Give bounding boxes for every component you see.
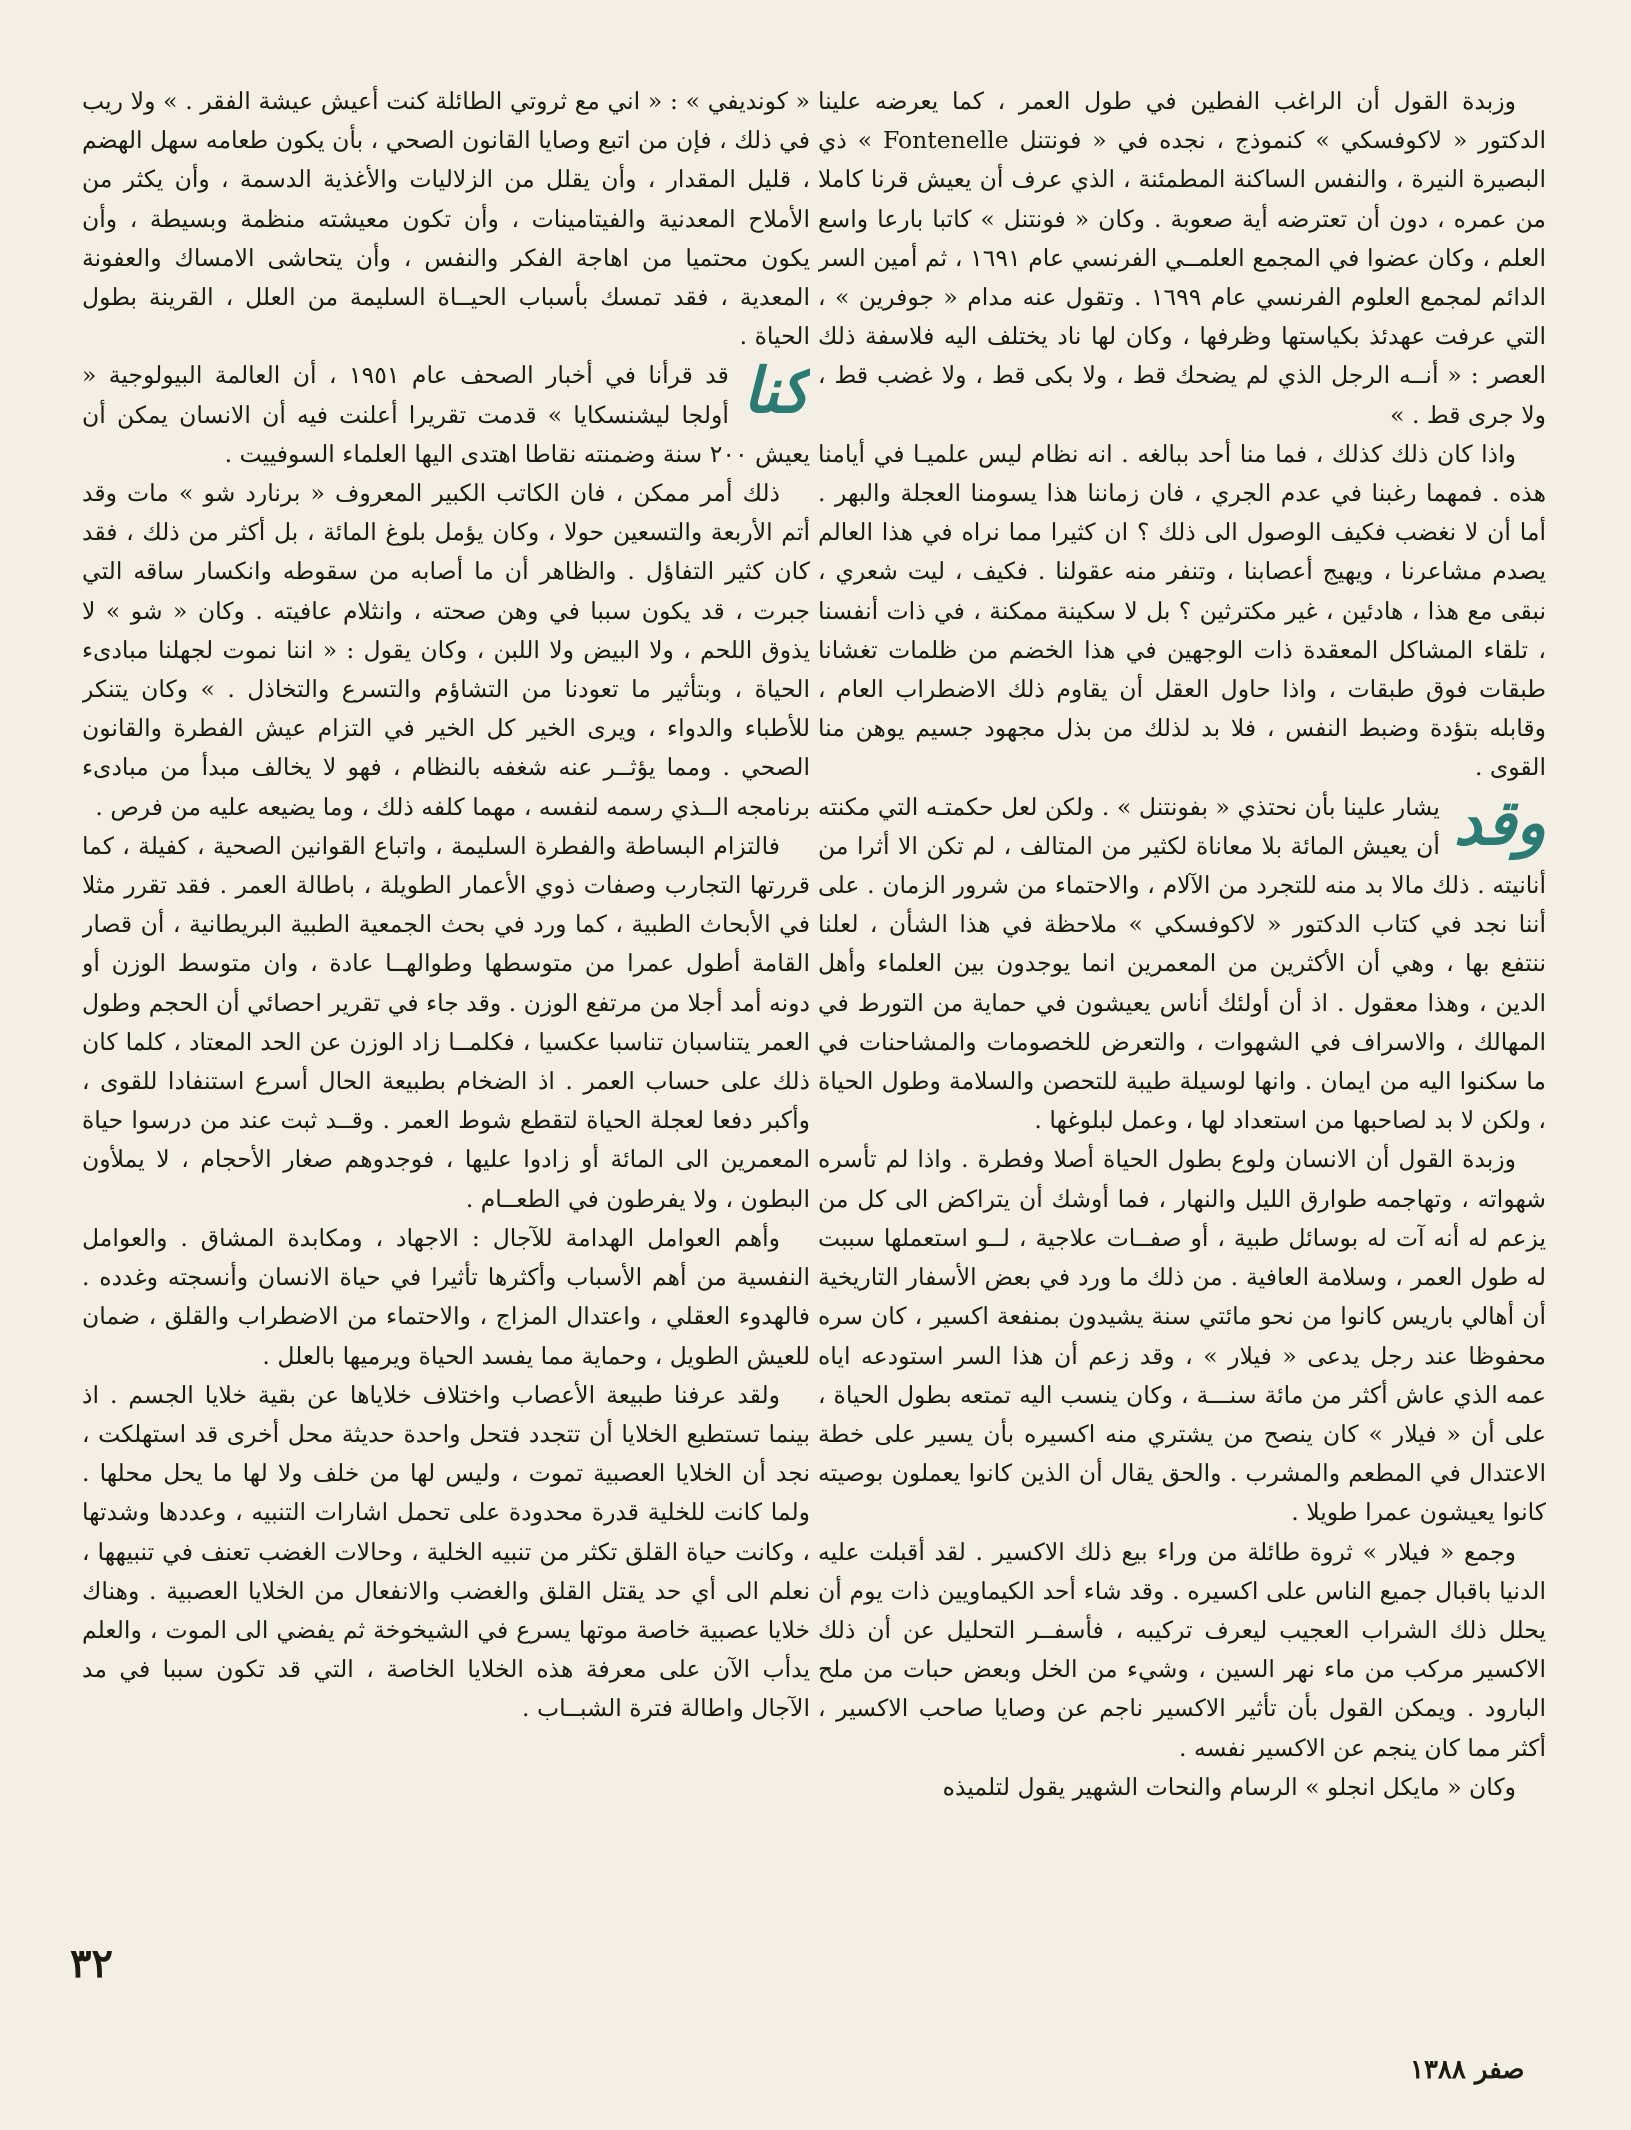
paragraph-text: يشار علينا بأن نحتذي « بفونتنل » . ولكن لعل حكمتـه التي مكنته أن يعيش المائة بلا معاناة لكثير من المتالف ، لم تكن الا أثرا من أنانيته . ذلك مالا بد منه للتجرد من الآلام ، والاحتماء من شرور الزمان . على أننا نجد في كتاب الدكتور « لاكوفسكي » ملاحظة في هذا الشأن ، لعلنا ننتفع بها ، وهي أن الأكثرين من المعمرين انما يوجدون بين العلماء وأهل الدين ، وهذا معقول . اذ أن أولئك أناس يعيشون في حماية من التورط في المهالك ، والاسراف في الشهوات ، والتعرض للخصومات والمشاحنات في ما سكنوا اليه من ايمان . وانها لوسيلة طيبة للتحصن والسلامة وطول الحياة ، ولكن لا بد لصاحبها من استعداد لها ، وعمل لبلوغها . bbox=[818, 792, 1546, 1135]
paragraph: « كونديفي » : « اني مع ثروتي الطائلة كنت أعيش عيشة الفقر . » ولا ريب في ذلك ، فإن من اتبع وصايا القانون الصحي ، بأن يكون طعامه سهل الهضم ، قليل المقدار ، وأن يقلل من الزلاليات والأغذية الدسمة ، وأن يكثر من الأملاح المعدنية والفيتامينات ، وأن تكون معيشته منظمة وبسيطة ، وأن يكون محتميا من اهاجة الفكر والنفس ، وأن يتحاشى الامساك والعفونة المعدية ، فقد تمسك بأسباب الحيــاة السليمة من العلل ، القرينة بطول الحياة . bbox=[82, 87, 810, 351]
paragraph-text: قد قرأنا في أخبار الصحف عام ١٩٥١ ، أن العالمة البيولوجية « أولجا ليشنسكايا » قدمت تقريرا أعلنت فيه أن الانسان يمكن أن يعيش ٢٠٠ سنة وضمنته نقاطا اهتدى اليها العلماء السوفييت . bbox=[82, 361, 810, 468]
paragraph: وأهم العوامل الهدامة للآجال : الاجهاد ، ومكابدة المشاق . والعوامل النفسية من أهم الأسباب وأكثرها تأثيرا في حياة الانسان وأنسجته وغدده . فالهدوء العقلي ، واعتدال المزاج ، والاحتماء من الاضطراب والقلق ، ضمان للعيش الطويل ، وحماية مما يفسد الحياة ويرميها بالعلل . bbox=[82, 1223, 810, 1370]
footer-date: صفر ١٣٨٨ bbox=[1410, 2055, 1525, 2085]
paragraph: وزبدة القول أن الراغب الفطين في طول العمر ، كما يعرضه علينا الدكتور « لاكوفسكي » كنموذج ، نجده في « فونتنل Fontenelle » ذي البصيرة النيرة ، والنفس الساكنة المطمئنة ، الذي عرف أن يعيش قرنا كاملا من عمره ، دون أن تعترضه أية صعوبة . وكان « فونتنل » كاتبا بارعا واسع العلم ، وكان عضوا في المجمع العلمــي الفرنسي عام ١٦٩١ ، ثم أمين السر الدائم لمجمع العلوم الفرنسي عام ١٦٩٩ . وتقول عنه مدام « جوفرين » ، التي عرفت عهدئذ بكياستها وظرفها ، وكان لها ناد يختلف اليه فلاسفة ذلك العصر : « أنــه الرجل الذي لم يضحك قط ، ولا بكى قط ، ولا غضب قط ، ولا جرى قط . » bbox=[818, 87, 1546, 429]
paragraph: ذلك أمر ممكن ، فان الكاتب الكبير المعروف « برنارد شو » مات وقد أتم الأربعة والتسعين حولا ، وكان يؤمل بلوغ المائة ، بل أكثر من ذلك ، فقد كان كثير التفاؤل . والظاهر أن ما أصابه من سقوطه وانكسار ساقه التي جبرت ، قد يكون سببا في وهن صحته ، وانثلام عافيته . وكان « شو » لا يذوق اللحم ، ولا البيض ولا اللبن ، وكان يقول : « اننا نموت لجهلنا مبادىء الحياة ، وبتأثير ما تعودنا من التشاؤم والتسرع والتخاذل . » وكان يتنكر للأطباء والدواء ، ويرى الخير كل الخير في التزام عيش الفطرة والقانون الصحي . ومما يؤثــر عنه شغفه بالنظام ، فهو لا يخالف مبدأ من مبادىء برنامجه الــذي رسمه لنفسه ، مهما كلفه ذلك ، وما يضيعه عليه من فرص . bbox=[82, 479, 810, 821]
left-column bbox=[82, 82, 810, 2012]
page-number: ٣٢ bbox=[70, 1940, 113, 1987]
paragraph: وزبدة القول أن الانسان ولوع بطول الحياة أصلا وفطرة . واذا لم تأسره شهواته ، وتهاجمه طوارق الليل والنهار ، فما أوشك أن يتراكض الى كل من يزعم له أنه آت له بوسائل طبية ، أو صفــات علاجية ، لــو استعملها سببت له طول العمر ، وسلامة العافية . من ذلك ما ورد في بعض الأسفار التاريخية أن أهالي باريس كانوا من نحو مائتي سنة يشيدون بمنفعة اكسير ، كان سره محفوظا عند رجل يدعى « فيلار » ، وقد زعم أن هذا السر استودعه اياه عمه الذي عاش أكثر من مائة سنـــة ، وكان ينسب اليه تمتعه بطول الحياة ، على أن « فيلار » كان ينصح من يشتري منه اكسيره بأن يسير على خطة الاعتدال في المطعم والمشرب . والحق يقال أن الذين كانوا يعملون بوصيته كانوا يعيشون عمرا طويلا . bbox=[818, 1145, 1546, 1527]
paragraph: وجمع « فيلار » ثروة طائلة من وراء بيع ذلك الاكسير . لقد أقبلت عليه الدنيا باقبال جميع الناس على اكسيره . وقد شاء أحد الكيماويين ذات يوم أن يحلل ذلك الشراب العجيب ليعرف تركيبه ، فأسفــر التحليل عن أن ذلك الاكسير مركب من ماء نهر السين ، وشيء من الخل وبعض حبات من ملح البارود . ويمكن القول بأن تأثير الاكسير ناجم عن وصايا صاحب الاكسير ، أكثر مما كان ينجم عن الاكسير نفسه . bbox=[818, 1537, 1546, 1762]
paragraph: واذا كان ذلك كذلك ، فما منا أحد ببالغه . انه نظام ليس علميـا في أيامنا هذه . فمهما رغبنا في عدم الجري ، فان زماننا هذا يسومنا العجلة والبهر . أما أن لا نغضب فكيف الوصول الى ذلك ؟ ان كثيرا مما نراه في هذا العالم يصدم مشاعرنا ، ويهيج أعصابنا ، وتنفر منه عقولنا . فكيف ، ليت شعري ، نبقى مع هذا ، هادئين ، غير مكترثين ؟ بل لا سكينة ممكنة ، في ذات أنفسنا ، تلقاء المشاكل المعقدة ذات الوجهين في هذا الخضم من ظلمات تغشانا طبقات فوق طبقات ، واذا حاول العقل أن يقاوم ذلك الاضطراب العام ، وقابله بتؤدة وضبط النفس ، فلا بد لذلك من بذل مجهود جسيم يوهن منا القوى . bbox=[818, 439, 1546, 782]
paragraph: فالتزام البساطة والفطرة السليمة ، واتباع القوانين الصحية ، كفيلة ، كما قررتها التجارب وصفات ذوي الأعمار الطويلة ، باطالة العمر . فقد تقرر مثلا في الأبحاث الطبية ، كما ورد في بحث الجمعية الطبية البريطانية ، أن قصار القامة أطول عمرا من متوسطها وطوالهــا عادة ، وان متوسط الوزن أو دونه أمد أجلا من مرتفع الوزن . وقد جاء في تقرير احصائي أن الحجم وطول العمر يتناسبان تناسبا عكسيا ، فكلمــا زاد الوزن عن الحد المعتاد ، كلما كان ذلك على حساب العمر . اذ الضخام بطبيعة الحال أسرع استنفادا للقوى ، وأكبر دفعا لعجلة الحياة لتقطع شوط العمر . وقــد ثبت عند من درسوا حياة المعمرين الى المائة أو زادوا عليها ، فوجدوهم صغار الأحجام ، لا يملأون البطون ، ولا يفرطون في الطعــام . bbox=[82, 831, 810, 1213]
paragraph-with-dropcap bbox=[818, 785, 1546, 1141]
paragraph-with-dropcap bbox=[82, 356, 810, 474]
dropcap: كنا bbox=[742, 354, 810, 428]
paragraph: وكان « مايكل انجلو » الرسام والنحات الشهير يقول لتلميذه bbox=[942, 1772, 1516, 1801]
right-column bbox=[818, 82, 1546, 2012]
paragraph: ولقد عرفنا طبيعة الأعصاب واختلاف خلاياها عن بقية خلايا الجسم . اذ بينما تستطيع الخلايا أن تتجدد فتحل واحدة حديثة محل أخرى قد استهلكت ، نجد أن الخلايا العصبية تموت ، وليس لها من خلف ولا لها ما يحل محلها . ولما كانت للخلية قدرة محدودة على تحمل اشارات التنبيه ، وعددها وشدتها ، وكانت حياة القلق تكثر من تنبيه الخلية ، وحالات الغضب تعنف في تنبيهها ، نعلم الى أي حد يقتل القلق والغضب والانفعال من الخلايا العصبية . وهناك خلايا عصبية خاصة موتها يسرع في الشيخوخة ثم يفضي الى الموت ، والعلم يدأب الآن على معرفة هذه الخلايا الخاصة ، التي قد تكون سببا في مد الآجال واطالة فترة الشبــاب . bbox=[82, 1380, 810, 1723]
dropcap: وقد bbox=[1453, 785, 1546, 859]
